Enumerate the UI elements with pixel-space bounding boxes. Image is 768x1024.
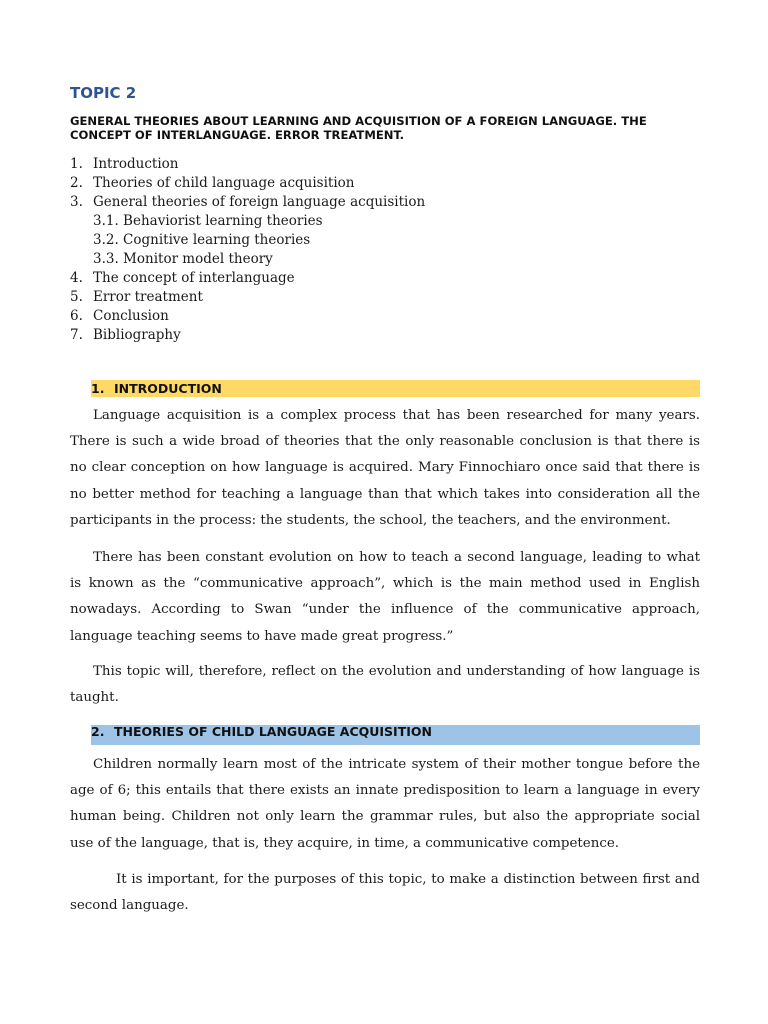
toc-item: 2. Theories of child language acquisition bbox=[70, 175, 355, 191]
section-heading-introduction: 1. INTRODUCTION bbox=[91, 380, 700, 397]
table-of-contents bbox=[70, 155, 425, 345]
toc-item: 1. Introduction bbox=[70, 156, 179, 172]
paragraph: Children normally learn most of the intricate system of their mother tongue before the age of 6; this entails that there exists an innate predisposition to learn a language in every human being. Children not only learn the grammar rules, but also the appropriate social use of the language, that is, they acquire, in time, a communicative competence. bbox=[70, 757, 700, 851]
toc-item: 6. Conclusion bbox=[70, 308, 169, 324]
paragraph: This topic will, therefore, reflect on the evolution and understanding of how language is taught. bbox=[70, 664, 700, 706]
toc-item: 7. Bibliography bbox=[70, 327, 181, 343]
toc-subitem: 3.3. Monitor model theory bbox=[93, 251, 273, 267]
section-heading-child-language: 2. THEORIES OF CHILD LANGUAGE ACQUISITION bbox=[91, 725, 700, 745]
toc-subitem: 3.1. Behaviorist learning theories bbox=[93, 213, 323, 229]
toc-item: 4. The concept of interlanguage bbox=[70, 270, 295, 286]
toc-item: 5. Error treatment bbox=[70, 289, 203, 305]
toc-subitem: 3.2. Cognitive learning theories bbox=[93, 232, 311, 248]
paragraph: It is important, for the purposes of this topic, to make a distinction between first and second language. bbox=[70, 872, 700, 914]
document-subtitle: GENERAL THEORIES ABOUT LEARNING AND ACQUISITION OF A FOREIGN LANGUAGE. THE CONCEPT OF INTERLANGUAGE. ERROR TREATMENT. bbox=[70, 114, 647, 142]
paragraph: Language acquisition is a complex process that has been researched for many years. There is such a wide broad of theories that the only reasonable conclusion is that there is no clear conception on how language is acquired. Mary Finnochiaro once said that there is no better method for teaching a language than that which takes into consideration all the participants in the process: the students, the school, the teachers, and the environment. bbox=[70, 408, 700, 528]
topic-title: TOPIC 2 bbox=[70, 84, 137, 102]
toc-item: 3. General theories of foreign language acquisition bbox=[70, 194, 426, 210]
paragraph: There has been constant evolution on how to teach a second language, leading to what is known as the “communicative approach”, which is the main method used in English nowadays. According to Swan “under the influence of the communicative approach, language teaching seems to have made great progress.” bbox=[70, 550, 700, 644]
